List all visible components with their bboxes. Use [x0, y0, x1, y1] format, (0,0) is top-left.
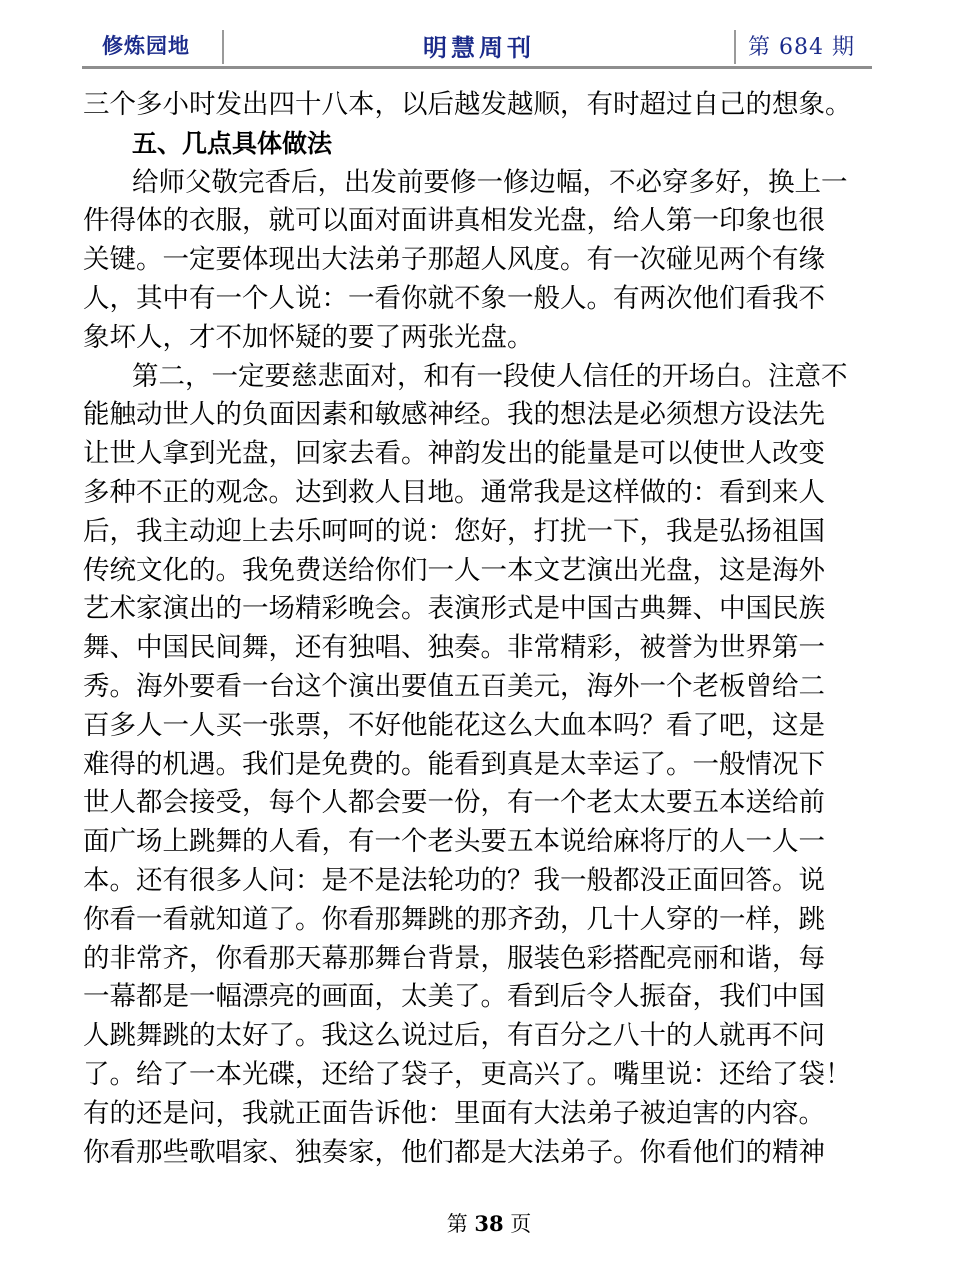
- text-line: 多种不正的观念。达到救人目地。通常我是这样做的：看到来人: [83, 476, 825, 508]
- page-prefix: 第: [446, 1212, 468, 1236]
- section-heading: 五、几点具体做法: [132, 128, 333, 158]
- text-line: 的非常齐，你看那天幕那舞台背景，服装色彩搭配亮丽和谐，每: [83, 942, 825, 974]
- page-number: 38: [474, 1211, 504, 1236]
- header-divider-right: [734, 30, 736, 64]
- article-body: [83, 86, 873, 1172]
- text-line: 难得的机遇。我们是免费的。能看到真是太幸运了。一般情况下: [83, 748, 825, 780]
- text-line: 能触动世人的负面因素和敏感神经。我的想法是必须想方设法先: [83, 399, 825, 431]
- header-rule: [82, 66, 872, 69]
- text-line: 你看那些歌唱家、独奏家，他们都是大法弟子。你看他们的精神: [83, 1136, 825, 1168]
- page-header: [82, 26, 872, 68]
- page-suffix: 页: [510, 1212, 532, 1236]
- section-label: 修炼园地: [102, 34, 190, 58]
- text-line: 给师父敬完香后，出发前要修一修边幅，不必穿多好，换上一: [132, 166, 848, 198]
- issue-number: 第 684 期: [748, 34, 855, 60]
- text-line: 舞、中国民间舞，还有独唱、独奏。非常精彩，被誉为世界第一: [83, 632, 825, 664]
- text-line: 三个多小时发出四十八本，以后越发越顺，有时超过自己的想象。: [83, 89, 852, 120]
- text-line: 一幕都是一幅漂亮的画面，太美了。看到后令人振奋，我们中国: [83, 981, 825, 1013]
- text-line: 后，我主动迎上去乐呵呵的说：您好，打扰一下，我是弘扬祖国: [83, 515, 825, 547]
- header-divider-left: [222, 30, 224, 64]
- text-line: 本。还有很多人问：是不是法轮功的？我一般都没正面回答。说: [83, 864, 825, 896]
- text-line: 你看一看就知道了。你看那舞跳的那齐劲，几十人穿的一样，跳: [83, 903, 825, 935]
- text-line: 百多人一人买一张票，不好他能花这么大血本吗？看了吧，这是: [83, 709, 825, 741]
- publication-title: 明慧周刊: [423, 33, 535, 62]
- text-line: 象坏人，才不加怀疑的要了两张光盘。: [83, 321, 534, 353]
- text-line: 让世人拿到光盘，回家去看。神韵发出的能量是可以使世人改变: [83, 438, 825, 470]
- text-line: 关键。一定要体现出大法弟子那超人风度。有一次碰见两个有缘: [83, 244, 825, 276]
- text-line: 人跳舞跳的太好了。我这么说过后，有百分之八十的人就再不问: [83, 1020, 825, 1052]
- page-footer: [0, 1208, 978, 1238]
- text-line: 有的还是问，我就正面告诉他：里面有大法弟子被迫害的内容。: [83, 1097, 825, 1129]
- text-line: 第二，一定要慈悲面对，和有一段使人信任的开场白。注意不: [132, 360, 848, 392]
- text-line: 人，其中有一个人说：一看你就不象一般人。有两次他们看我不: [83, 282, 825, 314]
- text-line: 传统文化的。我免费送给你们一人一本文艺演出光盘，这是海外: [83, 554, 825, 586]
- text-line: 世人都会接受，每个人都会要一份，有一个老太太要五本送给前: [83, 787, 825, 819]
- text-line: 面广场上跳舞的人看，有一个老头要五本说给麻将厅的人一人一: [83, 826, 825, 858]
- text-line: 件得体的衣服，就可以面对面讲真相发光盘，给人第一印象也很: [83, 205, 825, 237]
- text-line: 了。给了一本光碟，还给了袋子，更高兴了。嘴里说：还给了袋！: [83, 1058, 852, 1090]
- text-line: 艺术家演出的一场精彩晚会。表演形式是中国古典舞、中国民族: [83, 593, 825, 625]
- text-line: 秀。海外要看一台这个演出要值五百美元，海外一个老板曾给二: [83, 670, 825, 702]
